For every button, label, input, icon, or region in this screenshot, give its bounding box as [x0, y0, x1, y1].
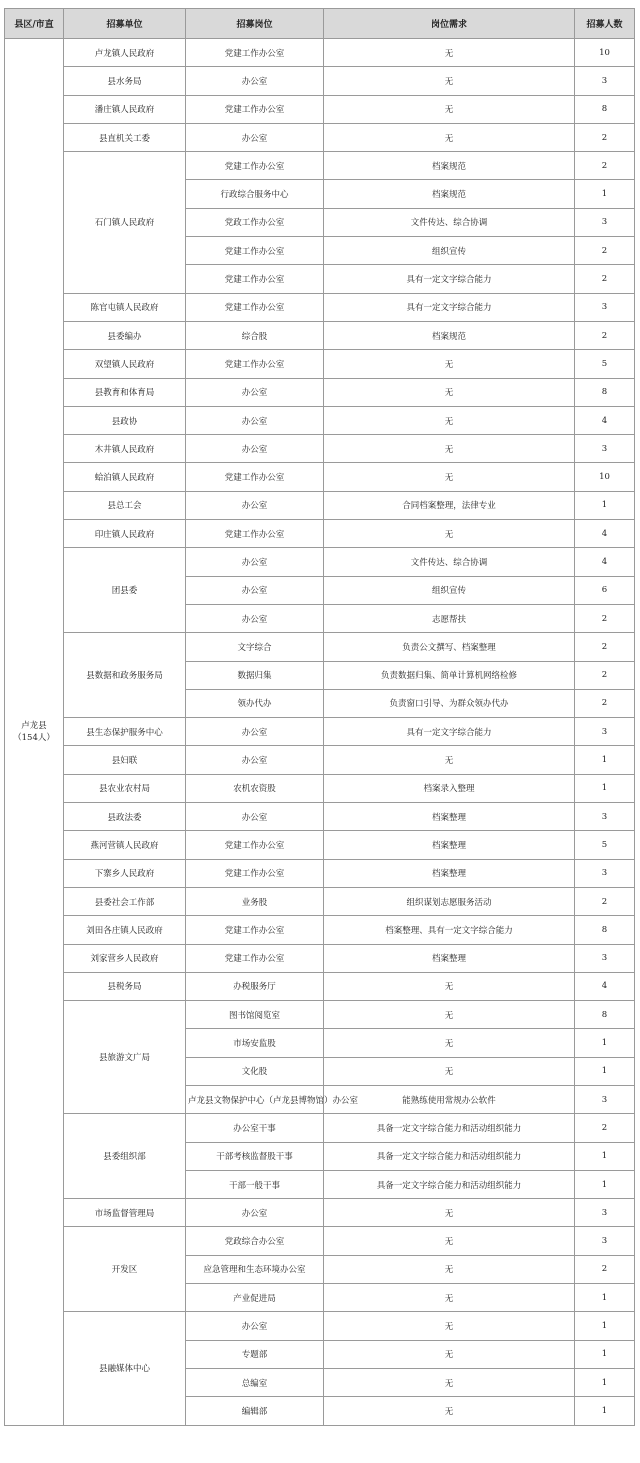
table-row	[5, 633, 635, 661]
requirement-cell: 具备一定文字综合能力和活动组织能力	[324, 1142, 575, 1170]
count-cell: 1	[575, 1170, 635, 1198]
count-cell: 3	[575, 859, 635, 887]
post-cell: 办公室	[186, 406, 324, 434]
unit-cell: 县农业农村局	[64, 774, 186, 802]
unit-cell: 开发区	[64, 1227, 186, 1312]
table-body	[5, 39, 635, 1426]
table-row	[5, 321, 635, 349]
requirement-cell: 无	[324, 972, 575, 1000]
unit-cell: 石门镇人民政府	[64, 152, 186, 293]
unit-cell: 双望镇人民政府	[64, 350, 186, 378]
count-cell: 1	[575, 491, 635, 519]
unit-cell: 潘庄镇人民政府	[64, 95, 186, 123]
count-cell: 1	[575, 1312, 635, 1340]
unit-cell: 印庄镇人民政府	[64, 520, 186, 548]
post-cell: 办公室	[186, 604, 324, 632]
count-cell: 4	[575, 548, 635, 576]
post-cell: 数据归集	[186, 661, 324, 689]
requirement-cell: 档案整理	[324, 944, 575, 972]
post-cell: 党建工作办公室	[186, 293, 324, 321]
post-cell: 办公室	[186, 576, 324, 604]
count-cell: 3	[575, 1085, 635, 1113]
requirement-cell: 档案录入整理	[324, 774, 575, 802]
table-row	[5, 887, 635, 915]
count-cell: 8	[575, 916, 635, 944]
table-row	[5, 378, 635, 406]
requirement-cell: 负责窗口引导、为群众领办代办	[324, 689, 575, 717]
count-cell: 6	[575, 576, 635, 604]
requirement-cell: 无	[324, 1368, 575, 1396]
post-cell: 党建工作办公室	[186, 916, 324, 944]
post-cell: 党建工作办公室	[186, 265, 324, 293]
requirement-cell: 志愿帮扶	[324, 604, 575, 632]
table-row	[5, 152, 635, 180]
requirement-cell: 负责数据归集、简单计算机网络检修	[324, 661, 575, 689]
post-cell: 办公室	[186, 718, 324, 746]
unit-cell: 县水务局	[64, 67, 186, 95]
unit-cell: 蛤泊镇人民政府	[64, 463, 186, 491]
requirement-cell: 组织谋划志愿服务活动	[324, 887, 575, 915]
post-cell: 党建工作办公室	[186, 859, 324, 887]
count-cell: 2	[575, 689, 635, 717]
post-cell: 办公室	[186, 378, 324, 406]
requirement-cell: 无	[324, 1199, 575, 1227]
table-row	[5, 123, 635, 151]
unit-cell: 县数据和政务服务局	[64, 633, 186, 718]
unit-cell: 市场监督管理局	[64, 1199, 186, 1227]
post-cell: 市场安监股	[186, 1029, 324, 1057]
unit-cell: 陈官屯镇人民政府	[64, 293, 186, 321]
count-cell: 1	[575, 1284, 635, 1312]
requirement-cell: 无	[324, 520, 575, 548]
count-cell: 1	[575, 774, 635, 802]
table-row	[5, 746, 635, 774]
requirement-cell: 无	[324, 67, 575, 95]
post-cell: 党建工作办公室	[186, 831, 324, 859]
requirement-cell: 组织宣传	[324, 576, 575, 604]
requirement-cell: 无	[324, 1255, 575, 1283]
table-row	[5, 916, 635, 944]
count-cell: 10	[575, 39, 635, 67]
unit-cell: 县政法委	[64, 803, 186, 831]
post-cell: 专题部	[186, 1340, 324, 1368]
post-cell: 办公室	[186, 1312, 324, 1340]
count-cell: 1	[575, 746, 635, 774]
unit-cell: 县政协	[64, 406, 186, 434]
header-count: 招募人数	[575, 9, 635, 39]
table-row	[5, 944, 635, 972]
requirement-cell: 无	[324, 95, 575, 123]
post-cell: 党建工作办公室	[186, 152, 324, 180]
table-row	[5, 803, 635, 831]
count-cell: 3	[575, 208, 635, 236]
table-row	[5, 548, 635, 576]
post-cell: 领办代办	[186, 689, 324, 717]
requirement-cell: 无	[324, 435, 575, 463]
count-cell: 3	[575, 67, 635, 95]
count-cell: 1	[575, 1397, 635, 1425]
unit-cell: 下寨乡人民政府	[64, 859, 186, 887]
count-cell: 1	[575, 1142, 635, 1170]
region-cell	[5, 39, 64, 1426]
header-unit: 招募单位	[64, 9, 186, 39]
post-cell: 业务股	[186, 887, 324, 915]
table-row	[5, 1114, 635, 1142]
post-cell: 党建工作办公室	[186, 95, 324, 123]
table-row	[5, 859, 635, 887]
requirement-cell: 无	[324, 1312, 575, 1340]
requirement-cell: 无	[324, 123, 575, 151]
count-cell: 2	[575, 887, 635, 915]
count-cell: 3	[575, 718, 635, 746]
requirement-cell: 档案整理	[324, 831, 575, 859]
unit-cell: 县旅游文广局	[64, 1001, 186, 1114]
requirement-cell: 具有一定文字综合能力	[324, 293, 575, 321]
post-cell: 办公室干事	[186, 1114, 324, 1142]
table-row	[5, 39, 635, 67]
unit-cell: 县税务局	[64, 972, 186, 1000]
post-cell: 图书馆阅览室	[186, 1001, 324, 1029]
count-cell: 2	[575, 237, 635, 265]
requirement-cell: 无	[324, 1057, 575, 1085]
count-cell: 4	[575, 406, 635, 434]
count-cell: 3	[575, 435, 635, 463]
post-cell: 编辑部	[186, 1397, 324, 1425]
count-cell: 3	[575, 1199, 635, 1227]
unit-cell: 县妇联	[64, 746, 186, 774]
table-row	[5, 95, 635, 123]
requirement-cell: 文件传达、综合协调	[324, 208, 575, 236]
table-row	[5, 293, 635, 321]
unit-cell: 县融媒体中心	[64, 1312, 186, 1425]
count-cell: 8	[575, 378, 635, 406]
requirement-cell: 合同档案整理，法律专业	[324, 491, 575, 519]
requirement-cell: 负责公文撰写、档案整理	[324, 633, 575, 661]
region-name: 卢龙县	[21, 720, 47, 731]
table-row	[5, 350, 635, 378]
count-cell: 2	[575, 604, 635, 632]
post-cell: 文化股	[186, 1057, 324, 1085]
requirement-cell: 文件传达、综合协调	[324, 548, 575, 576]
post-cell: 综合股	[186, 321, 324, 349]
header-region: 县区/市直	[5, 9, 64, 39]
requirement-cell: 无	[324, 39, 575, 67]
count-cell: 5	[575, 350, 635, 378]
count-cell: 1	[575, 1057, 635, 1085]
requirement-cell: 无	[324, 1227, 575, 1255]
requirement-cell: 无	[324, 350, 575, 378]
post-cell: 行政综合服务中心	[186, 180, 324, 208]
requirement-cell: 无	[324, 406, 575, 434]
requirement-cell: 能熟练使用常规办公软件	[324, 1085, 575, 1113]
post-cell: 总编室	[186, 1368, 324, 1396]
requirement-cell: 档案整理、具有一定文字综合能力	[324, 916, 575, 944]
post-cell: 干部考核监督股干事	[186, 1142, 324, 1170]
requirement-cell: 档案整理	[324, 859, 575, 887]
requirement-cell: 具有一定文字综合能力	[324, 718, 575, 746]
post-cell: 办公室	[186, 548, 324, 576]
requirement-cell: 无	[324, 1284, 575, 1312]
requirement-cell: 无	[324, 1340, 575, 1368]
post-cell: 党建工作办公室	[186, 39, 324, 67]
requirement-cell: 具有一定文字综合能力	[324, 265, 575, 293]
table-row	[5, 435, 635, 463]
count-cell: 8	[575, 95, 635, 123]
region-total: （154人）	[13, 732, 55, 743]
post-cell: 办公室	[186, 746, 324, 774]
requirement-cell: 档案规范	[324, 152, 575, 180]
table-row	[5, 1227, 635, 1255]
post-cell: 卢龙县文物保护中心（卢龙县博物馆）办公室	[186, 1085, 324, 1113]
count-cell: 3	[575, 803, 635, 831]
post-cell: 党建工作办公室	[186, 463, 324, 491]
table-row	[5, 1312, 635, 1340]
table-row	[5, 406, 635, 434]
requirement-cell: 档案规范	[324, 321, 575, 349]
post-cell: 干部一般干事	[186, 1170, 324, 1198]
table-row	[5, 972, 635, 1000]
requirement-cell: 档案整理	[324, 803, 575, 831]
post-cell: 党建工作办公室	[186, 944, 324, 972]
table-row	[5, 67, 635, 95]
table-row	[5, 1199, 635, 1227]
unit-cell: 县委组织部	[64, 1114, 186, 1199]
count-cell: 2	[575, 152, 635, 180]
unit-cell: 县总工会	[64, 491, 186, 519]
post-cell: 办公室	[186, 1199, 324, 1227]
table-row	[5, 520, 635, 548]
count-cell: 1	[575, 180, 635, 208]
recruitment-table	[4, 8, 635, 1426]
count-cell: 2	[575, 321, 635, 349]
requirement-cell: 无	[324, 378, 575, 406]
post-cell: 文字综合	[186, 633, 324, 661]
count-cell: 3	[575, 944, 635, 972]
unit-cell: 卢龙镇人民政府	[64, 39, 186, 67]
post-cell: 办公室	[186, 123, 324, 151]
count-cell: 10	[575, 463, 635, 491]
requirement-cell: 具备一定文字综合能力和活动组织能力	[324, 1114, 575, 1142]
count-cell: 2	[575, 633, 635, 661]
count-cell: 1	[575, 1029, 635, 1057]
post-cell: 农机农资股	[186, 774, 324, 802]
count-cell: 2	[575, 1255, 635, 1283]
requirement-cell: 无	[324, 1397, 575, 1425]
count-cell: 4	[575, 972, 635, 1000]
post-cell: 党政工作办公室	[186, 208, 324, 236]
requirement-cell: 档案规范	[324, 180, 575, 208]
requirement-cell: 具备一定文字综合能力和活动组织能力	[324, 1170, 575, 1198]
unit-cell: 县教育和体育局	[64, 378, 186, 406]
unit-cell: 刘家营乡人民政府	[64, 944, 186, 972]
count-cell: 5	[575, 831, 635, 859]
unit-cell: 木井镇人民政府	[64, 435, 186, 463]
post-cell: 党建工作办公室	[186, 237, 324, 265]
unit-cell: 县直机关工委	[64, 123, 186, 151]
count-cell: 1	[575, 1368, 635, 1396]
unit-cell: 县委社会工作部	[64, 887, 186, 915]
post-cell: 党政综合办公室	[186, 1227, 324, 1255]
count-cell: 2	[575, 265, 635, 293]
requirement-cell: 无	[324, 463, 575, 491]
count-cell: 8	[575, 1001, 635, 1029]
requirement-cell: 组织宣传	[324, 237, 575, 265]
post-cell: 办税服务厅	[186, 972, 324, 1000]
unit-cell: 刘田各庄镇人民政府	[64, 916, 186, 944]
unit-cell: 燕河营镇人民政府	[64, 831, 186, 859]
header-row	[5, 9, 635, 39]
header-post: 招募岗位	[186, 9, 324, 39]
count-cell: 3	[575, 293, 635, 321]
post-cell: 产业促进局	[186, 1284, 324, 1312]
post-cell: 应急管理和生态环境办公室	[186, 1255, 324, 1283]
post-cell: 党建工作办公室	[186, 520, 324, 548]
count-cell: 2	[575, 661, 635, 689]
post-cell: 办公室	[186, 803, 324, 831]
table-row	[5, 491, 635, 519]
unit-cell: 县生态保护服务中心	[64, 718, 186, 746]
requirement-cell: 无	[324, 1029, 575, 1057]
count-cell: 2	[575, 1114, 635, 1142]
post-cell: 办公室	[186, 67, 324, 95]
requirement-cell: 无	[324, 746, 575, 774]
count-cell: 4	[575, 520, 635, 548]
post-cell: 党建工作办公室	[186, 350, 324, 378]
table-row	[5, 831, 635, 859]
table-row	[5, 463, 635, 491]
count-cell: 1	[575, 1340, 635, 1368]
post-cell: 办公室	[186, 491, 324, 519]
header-requirement: 岗位需求	[324, 9, 575, 39]
count-cell: 3	[575, 1227, 635, 1255]
table-row	[5, 1001, 635, 1029]
table-row	[5, 718, 635, 746]
count-cell: 2	[575, 123, 635, 151]
requirement-cell: 无	[324, 1001, 575, 1029]
unit-cell: 团县委	[64, 548, 186, 633]
post-cell: 办公室	[186, 435, 324, 463]
unit-cell: 县委编办	[64, 321, 186, 349]
table-row	[5, 774, 635, 802]
